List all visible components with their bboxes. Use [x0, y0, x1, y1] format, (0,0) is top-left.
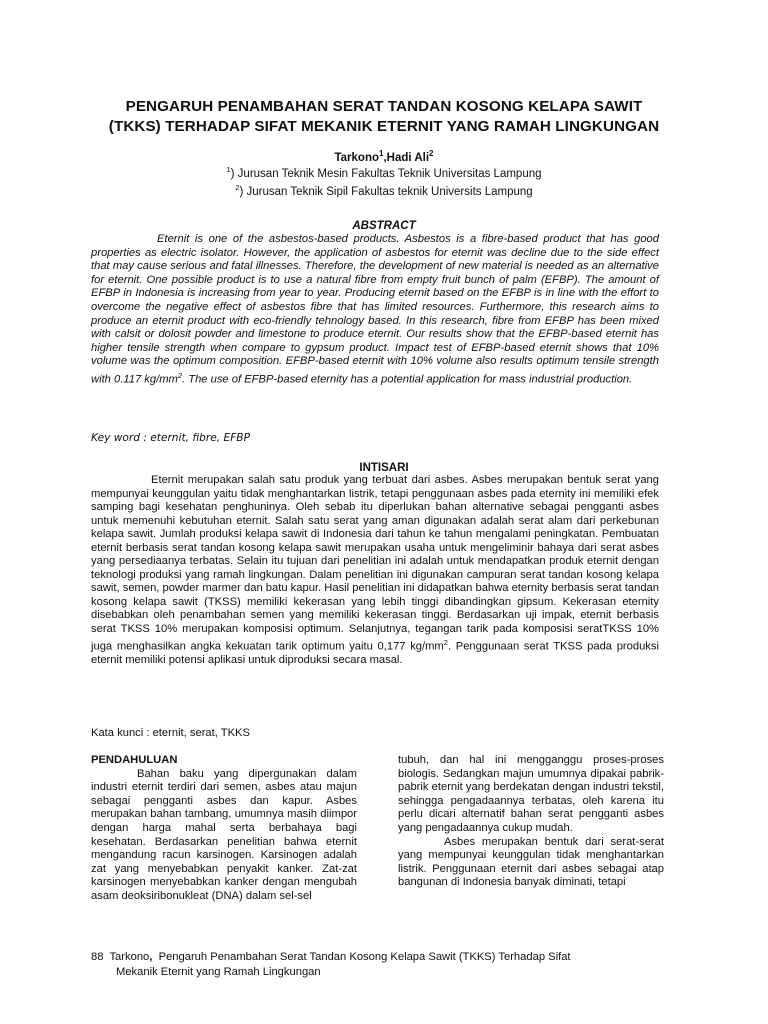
abstract-heading: ABSTRACT [352, 220, 416, 232]
footer-citation-line-2: Mekanik Eternit yang Ramah Lingkungan [116, 965, 321, 978]
author-name: Tarkono [334, 151, 379, 164]
footer-author: Tarkono [109, 951, 150, 963]
author-affil-mark: 1 [379, 149, 384, 158]
section-heading: PENDAHULUAN [91, 754, 178, 766]
author-separator: , [383, 151, 387, 164]
intisari-body: Eternit merupakan salah satu produk yang terbuat dari asbes. Asbes merupakan bentuk serat yang mempunyai keunggulan yaitu tidak menghantarkan listrik, tetapi penggunaan asbes pada eternity ini memiliki efek samping bagi kesehatan penghuninya. Oleh sebab itu diperlukan bahan alternative sebagai pengganti asbes untuk memenuhi kebutuhan eternit. Salah satu serat yang aman digunakan adalah serat alam dari perkebunan kelapa sawit. Jumlah produksi kelapa sawit di Indonesia dari tahun ke tahun mengalami peningkatan. Pembuatan eternit berbasis serat tandan kosong kelapa sawit merupakan usaha untuk mengeliminir bahaya dari serat asbes yang persediaanya terbatas. Selain itu tujuan dari penelitian ini adalah untuk mendapatkan produk eternit dengan teknologi produksi yang ramah lingkungan. Dalam penelitian ini digunakan campuran serat tandan kosong kelapa sawit, semen, powder marmer dan batu kapur. Hasil penelitian ini didapatkan bahwa eternity berbasis serat tandan kosong kelapa sawit (TKSS) memiliki kekerasan yang lebih tinggi dibandingkan gipsum. Kekerasan eternity disebabkan oleh penambahan semen yang memiliki kekerasan tinggi. Berdasarkan uji impak, eternit berbasis serat TKSS 10% merupakan komposisi optimum. Selanjutnya, tegangan tarik pada komposisi seratTKSS 10% juga menghasilkan angka kekuatan tarik optimum yaitu 0,177 kg/mm [91, 474, 659, 653]
body-paragraph [398, 836, 664, 890]
abstract-body: Eternit is one of the asbestos-based products. Asbestos is a fibre-based product that has good properties as electric isolator. However, the application of asbestos for eternit was decline due to the side effect that may cause serious and fatal illnesses. Therefore, the development of new material is needed as an alternative for eternit. One possible product is to use a natural fibre from empty fruit bunch of palm (EFBP). The amount of EFBP in Indonesia is increasing from year to year. Producing eternit based on the EFBP is in line with the effort to overcome the negative effect of asbestos fibre that has limited resources. Furthermore, this research aims to produce an eternit product with eco-friendly tehnology based. In this research, fibre from EFBP has been mixed with calsit or dolosit powder and limestone to produce eternit. Our results show that the EFBP-based eternit has higher tensile strength when compare to gypsum product. Impact test of EFBP-based eternit shows that 10% volume was the optimum composition. EFBP-based eternit with 10% volume also results optimum tensile strength with 0.117 kg/mm [91, 233, 659, 386]
intisari-keywords: Kata kunci : eternit, serat, TKKS [91, 727, 250, 739]
affiliation-mark: 2 [235, 183, 240, 193]
footer-citation-line-1: Pengaruh Penambahan Serat Tandan Kosong Kelapa Sawit (TKKS) Terhadap Sifat [158, 951, 571, 963]
abstract-keywords: Key word : eternit, fibre, EFBP [91, 432, 250, 444]
body-column-left [91, 754, 357, 904]
page-footer [91, 950, 691, 979]
footer-comma: , [149, 951, 153, 963]
body-paragraph-text: Bahan baku yang dipergunakan dalam industri eternit terdiri dari semen, asbes atau majun sebagai pengganti asbes dan kapur. Asbes merupakan bahan tambang, umumnya masih diimpor dengan harga mahal serta berbahaya bagi kesehatan. Berdasarkan penelitian bahwa eternit mengandung racun karsinogen. Karsinogen adalah zat yang menyebabkan penyakit kanker. Zat-zat karsinogen menyebabkan kanker dengan mengubah asam deoksiribonukleat (DNA) dalam sel-sel [91, 767, 357, 902]
affiliation-line [60, 163, 708, 181]
body-column-right [398, 754, 664, 890]
affiliation-mark: 1 [226, 165, 231, 174]
intisari-heading: INTISARI [359, 462, 409, 474]
affiliation-line [60, 181, 708, 199]
intisari-body-end: . Penggunaan serat TKSS pada produksi eternit memiliki potensi aplikasi untuk diproduksi secara masal. [91, 640, 659, 667]
affiliations [60, 163, 708, 200]
author-name: Hadi Ali [386, 151, 430, 164]
title-line-1: PENGARUH PENAMBAHAN SERAT TANDAN KOSONG KELAPA SAWIT [125, 98, 643, 115]
intisari-unit-superscript: 2 [443, 638, 448, 647]
body-paragraph: tubuh, dan hal ini mengganggu proses-proses biologis. Sedangkan majun umumnya dipakai pabrik-pabrik eternit yang berdekatan dengan industri tekstil, sehingga pengadaannya terbatas, oleh karena itu perlu dicari alternatif bahan serat pengganti asbes yang pengadaannya cukup mudah. [398, 754, 664, 834]
abstract-unit-superscript: 2 [177, 370, 183, 380]
body-paragraph-text: Asbes merupakan bentuk dari serat-serat yang mempunyai keunggulan tidak menghantarkan listrik. Penggunaan eternit dari asbes sebagai atap bangunan di Indonesia banyak diminati, tetapi [398, 835, 664, 889]
abstract-text [91, 233, 659, 387]
paper-title [70, 97, 698, 137]
intisari-text [91, 474, 659, 668]
page-number: 88 [91, 951, 104, 963]
affiliation-text: ) Jurusan Teknik Sipil Fakultas teknik Universits Lampung [239, 186, 533, 199]
title-line-2: (TKKS) TERHADAP SIFAT MEKANIK ETERNIT YANG RAMAH LINGKUNGAN [108, 118, 660, 135]
body-paragraph [91, 768, 357, 904]
affiliation-text: ) Jurusan Teknik Mesin Fakultas Teknik Universitas Lampung [230, 167, 542, 180]
author-affil-mark: 2 [429, 149, 434, 158]
abstract-body-end: . The use of EFBP-based eternity has a potential application for mass industrial production. [182, 373, 633, 386]
